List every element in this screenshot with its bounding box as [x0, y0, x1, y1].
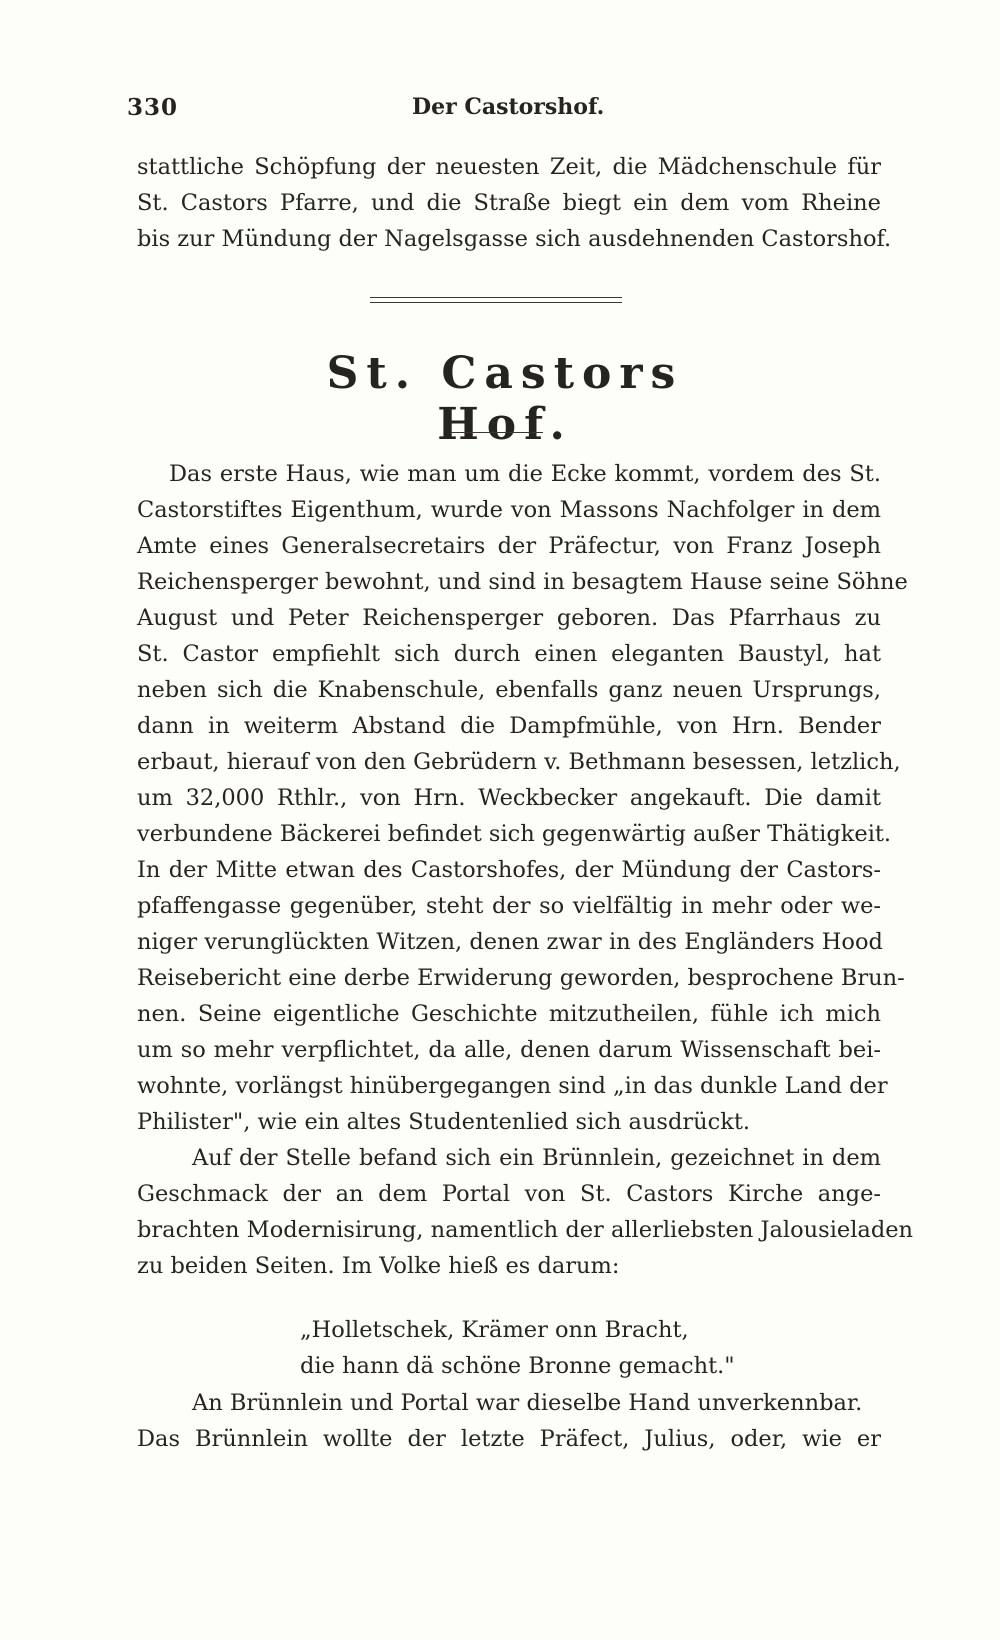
- text-line: Reichensperger bewohnt, und sind in besagtem Hause seine Söhne: [137, 569, 908, 595]
- text-line: St. Castor empfiehlt sich durch einen eleganten Baustyl, hat: [137, 641, 881, 667]
- text-line: St. Castors Pfarre, und die Straße biegt ein dem vom Rheine: [137, 190, 881, 216]
- text-line: niger verunglückten Witzen, denen zwar in des Engländers Hood: [137, 929, 883, 955]
- text-line: Geschmack der an dem Portal von St. Castors Kirche ange-: [137, 1181, 881, 1207]
- text-line: Philister", wie ein altes Studentenlied sich ausdrückt.: [137, 1109, 751, 1135]
- text-line: nen. Seine eigentliche Geschichte mitzutheilen, fühle ich mich: [137, 1001, 881, 1027]
- text-line: bis zur Mündung der Nagelsgasse sich ausdehnenden Castorshof.: [137, 226, 892, 252]
- text-line: Das Brünnlein wollte der letzte Präfect, Julius, oder, wie er: [137, 1426, 881, 1452]
- text-line: Amte eines Generalsecretairs der Präfectur, von Franz Joseph: [137, 533, 881, 559]
- text-line: dann in weiterm Abstand die Dampfmühle, von Hrn. Bender: [137, 713, 881, 739]
- page-header: [127, 94, 887, 128]
- continued-paragraph: [137, 149, 892, 257]
- text-line: An Brünnlein und Portal war dieselbe Hand unverkennbar.: [192, 1390, 863, 1416]
- text-line: In der Mitte etwan des Castorshofes, der Mündung der Castors-: [137, 857, 881, 883]
- text-line: Reisebericht eine derbe Erwiderung geworden, besprochene Brun-: [137, 965, 905, 991]
- page-number: 330: [127, 94, 179, 121]
- section-body: [137, 456, 914, 1284]
- text-line: Auf der Stelle befand sich ein Brünnlein, gezeichnet in dem: [192, 1145, 881, 1171]
- section-title: St. Castors Hof.: [326, 348, 684, 450]
- verse-line: „Holletschek, Krämer onn Bracht,: [300, 1317, 689, 1343]
- text-line: erbaut, hierauf von den Gebrüdern v. Bethmann besessen, letzlich,: [137, 749, 901, 775]
- folk-verse: [300, 1312, 735, 1384]
- text-line: zu beiden Seiten. Im Volke hieß es darum:: [137, 1253, 620, 1279]
- text-line: wohnte, vorlängst hinübergegangen sind „in das dunkle Land der: [137, 1073, 888, 1099]
- text-line: Castorstiftes Eigenthum, wurde von Massons Nachfolger in dem: [137, 497, 881, 523]
- text-line: verbundene Bäckerei befindet sich gegenwärtig außer Thätigkeit.: [137, 821, 892, 847]
- text-line: August und Peter Reichensperger geboren. Das Pfarrhaus zu: [137, 605, 881, 631]
- title-underline-rule: [451, 432, 543, 433]
- text-line: brachten Modernisirung, namentlich der allerliebsten Jalousieladen: [137, 1217, 914, 1243]
- running-head: Der Castorshof.: [412, 94, 605, 120]
- text-line: um so mehr verpflichtet, da alle, denen darum Wissenschaft bei-: [137, 1037, 881, 1063]
- text-line: um 32,000 Rthlr., von Hrn. Weckbecker angekauft. Die damit: [137, 785, 881, 811]
- text-line: neben sich die Knabenschule, ebenfalls ganz neuen Ursprungs,: [137, 677, 881, 703]
- text-line: pfaffengasse gegenüber, steht der so vielfältig in mehr oder we-: [137, 893, 881, 919]
- text-line: stattliche Schöpfung der neuesten Zeit, die Mädchenschule für: [137, 154, 881, 180]
- verse-line: die hann dä schöne Bronne gemacht.": [300, 1353, 735, 1379]
- following-paragraph: [137, 1385, 881, 1457]
- section-divider-rule: [370, 297, 622, 303]
- text-line: Das erste Haus, wie man um die Ecke kommt, vordem des St.: [169, 461, 881, 487]
